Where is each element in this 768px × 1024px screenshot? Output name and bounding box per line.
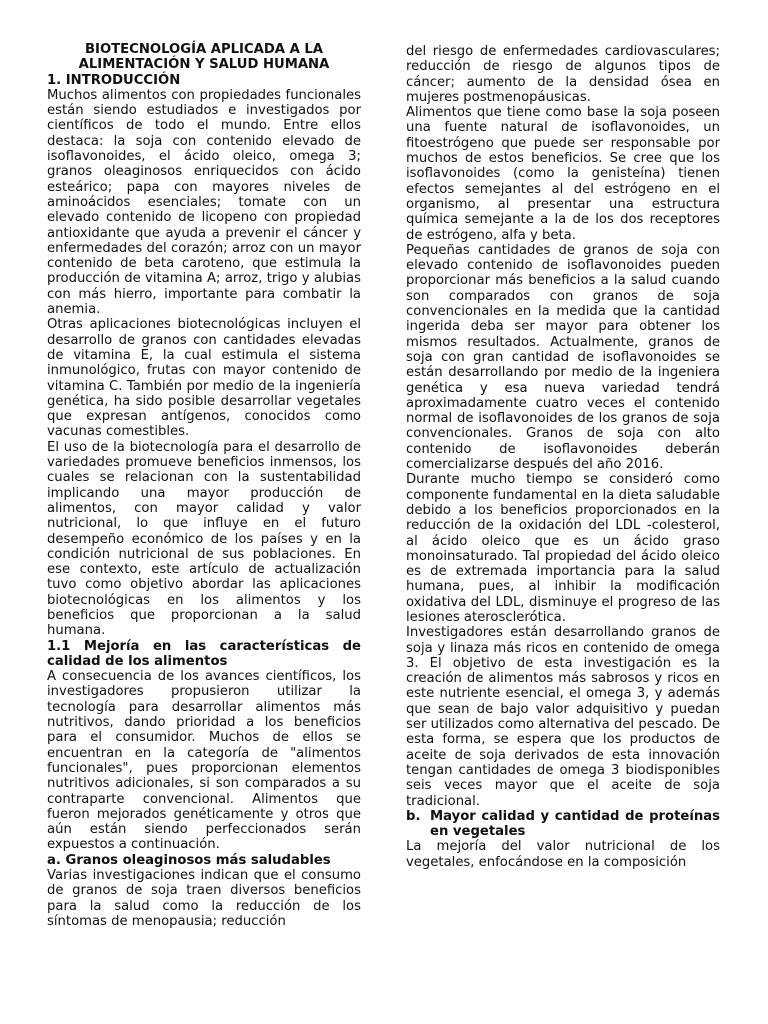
subsection-title: Mayor calidad y cantidad de proteínas en vegetales bbox=[430, 808, 720, 840]
paragraph: Otras aplicaciones biotecnológicas incluyen el desarrollo de granos con cantidades elevadas de vitamina E, la cual estimula el sistema inmunológico, frutas con mayor contenido de vitamina C. También por medio de la ingeniería genética, ha sido posible desarrollar vegetales que expresan antígenos, conocidos como vacunas comestibles. bbox=[47, 317, 361, 440]
paragraph: Durante mucho tiempo se consideró como componente fundamental en la dieta saludable debido a los beneficios proporcionados en la reducción de la oxidación del LDL -colesterol, al ácido oleico que es un ácido graso monoinsaturado. Tal propiedad del ácido oleico es de extremada importancia para la salud humana, pues, al inhibir la modificación oxidativa del LDL, disminuye el progreso de las lesiones aterosclerótica. bbox=[406, 472, 720, 625]
subsection-heading-b bbox=[406, 809, 720, 840]
paragraph: Investigadores están desarrollando granos de soja y linaza más ricos en contenido de omega 3. El objetivo de esta investigación es la creación de alimentos más sabrosos y ricos en este nutriente esencial, el omega 3, y además que sean de bajo valor adquisitivo y puedan ser utilizados como alternativa del pescado. De esta forma, se espera que los productos de aceite de soja derivados de esta innovación tengan cantidades de omega 3 biodisponibles seis veces mayor que el aceite de soja tradicional. bbox=[406, 625, 720, 809]
paragraph: El uso de la biotecnología para el desarrollo de variedades promueve beneficios inmensos, los cuales se relacionan con la sustentabilidad implicando una mayor producción de alimentos, con mayor calidad y valor nutricional, lo que influye en el futuro desempeño económico de los países y en la condición nutricional de sus poblaciones. En ese contexto, este artículo de actualización tuvo como objetivo abordar las aplicaciones biotecnológicas en los alimentos y los beneficios que proporcionan a la salud humana. bbox=[47, 439, 361, 639]
paragraph: Pequeñas cantidades de granos de soja con elevado contenido de isoflavonoides pueden proporcionar más beneficios a la salud cuando son comparados con granos de soja convencionales en la medida que la cantidad ingerida deba ser mayor para obtener los mismos resultados. Actualmente, granos de soja con gran cantidad de isoflavonoides se están desarrollando por medio de la ingeniera genética y esa nueva variedad tendrá aproximadamente cuatro veces el contenido normal de isoflavonoides de los granos de soja convencionales. Granos de soja con alto contenido de isoflavonoides deberán comercializarse después del año 2016. bbox=[406, 242, 720, 473]
left-column bbox=[47, 42, 361, 929]
paragraph: del riesgo de enfermedades cardiovasculares; reducción de riesgo de algunos tipos de cáncer; aumento de la densidad ósea en mujeres postmenopáusicas. bbox=[406, 44, 720, 105]
document-title-line-2: ALIMENTACIÓN Y SALUD HUMANA bbox=[78, 57, 330, 73]
paragraph: Alimentos que tiene como base la soja poseen una fuente natural de isoflavonoides, un fitoestrógeno que puede ser responsable por muchos de estos beneficios. Se cree que los isoflavonoides (como la genisteína) tienen efectos semejantes al del estrógeno en el organismo, al presentar una estructura química semejante a la de los dos receptores de estrógeno, alfa y beta. bbox=[406, 105, 720, 243]
paragraph: Muchos alimentos con propiedades funcionales están siendo estudiados e investigados por científicos de todo el mundo. Entre ellos destaca: la soja con contenido elevado de isoflavonoides, el ácido oleico, omega 3; granos oleaginosos enriquecidos con ácido esteárico; papa con mayores niveles de aminoácidos esenciales; tomate con un elevado contenido de licopeno con propiedad antioxidante que ayuda a prevenir el cáncer y enfermedades del corazón; arroz con un mayor contenido de beta caroteno, que estimula la producción de vitamina A; arroz, trigo y alubias con más hierro, importante para combatir la anemia. bbox=[47, 87, 361, 318]
paragraph: Varias investigaciones indican que el consumo de granos de soja traen diversos beneficios para la salud como la reducción de los síntomas de menopausia; reducción bbox=[47, 868, 361, 929]
section-heading-introduccion: 1. INTRODUCCIÓN bbox=[47, 72, 181, 88]
right-column bbox=[406, 44, 720, 870]
paragraph: A consecuencia de los avances científicos, los investigadores propusieron utilizar la tecnología para desarrollar alimentos más nutritivos, dando prioridad a los beneficios para el consumidor. Muchos de ellos se encuentran en la categoría de "alimentos funcionales", pues proporcionan elementos nutritivos adicionales, si son comparados a su contraparte convencional. Alimentos que fueron mejorados genéticamente y otros que aún están siendo perfeccionados serán expuestos a continuación. bbox=[47, 669, 361, 853]
subsection-label: b. bbox=[406, 808, 421, 824]
subsection-heading-1-1: 1.1 Mejoría en las características de calidad de los alimentos bbox=[47, 638, 361, 669]
document-title-line-1: BIOTECNOLOGÍA APLICADA A LA bbox=[85, 42, 323, 57]
paragraph: La mejoría del valor nutricional de los vegetales, enfocándose en la composición bbox=[406, 839, 720, 870]
subsection-heading-a: a. Granos oleaginosos más saludables bbox=[47, 852, 331, 868]
